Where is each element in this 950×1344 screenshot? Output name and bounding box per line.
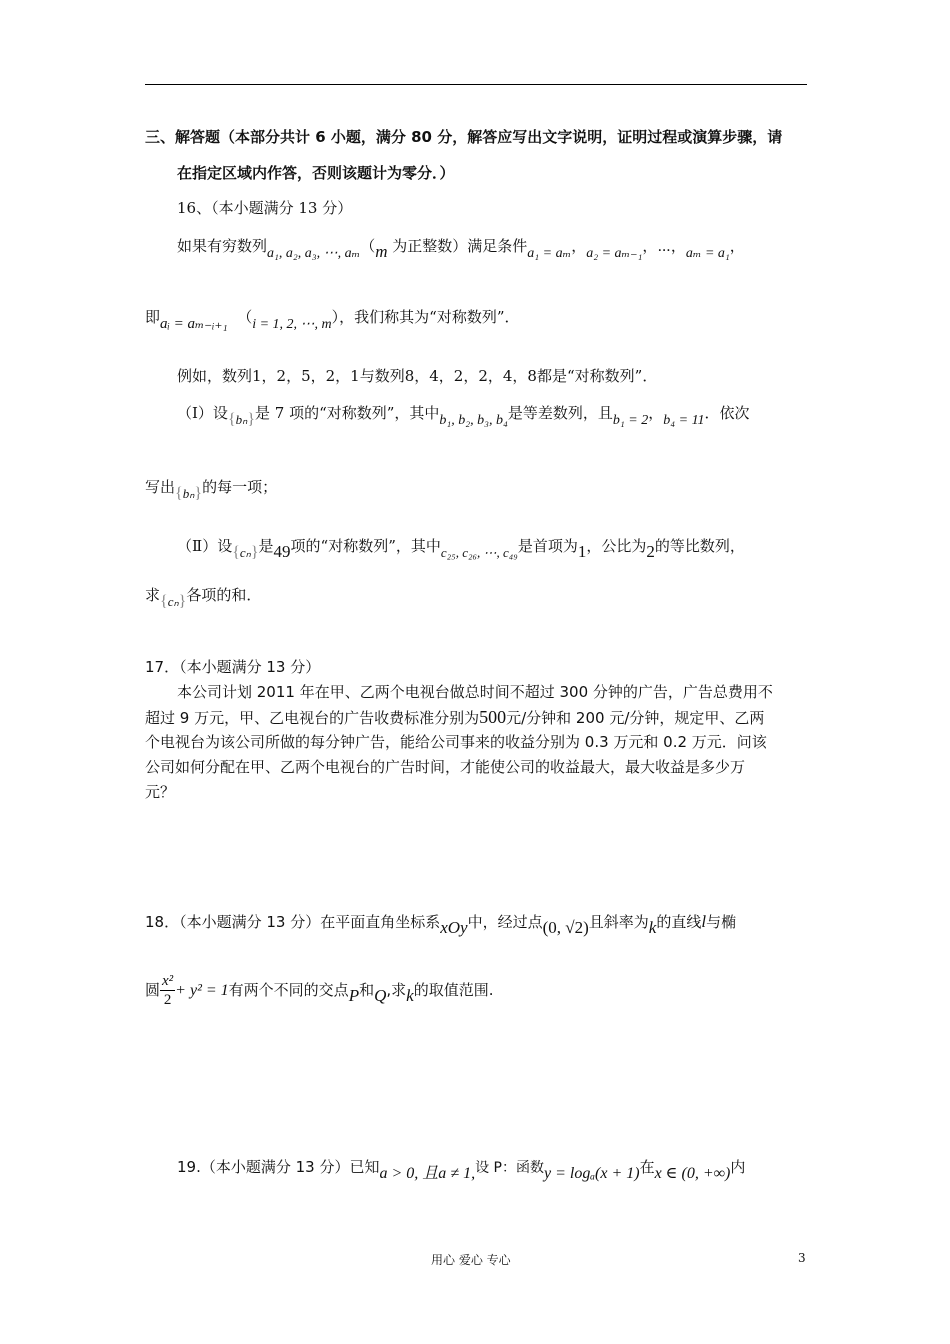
q18-text: 与椭	[706, 913, 737, 931]
q16-part2-label: （Ⅱ）设	[177, 537, 233, 555]
q16-text: 为正整数）满足条件	[387, 237, 528, 255]
q16-text: 如果有穷数列	[177, 237, 268, 255]
q18-text: 有两个不同的交点	[228, 981, 349, 999]
q16-b4: b₄ = 11	[663, 413, 705, 428]
q16-text: 是 7 项的“对称数列”，其中	[255, 404, 440, 422]
q16-ratio: 2	[646, 542, 655, 561]
q17-line3: 个电视台为该公司所做的每分钟广告，能给公司事来的收益分别为 0.3 万元和 0.2 万元．问该	[145, 733, 767, 751]
q16-part2-line1	[177, 536, 745, 561]
q16-text: 项的“对称数列”，其中	[290, 537, 441, 555]
q16-text: 是	[258, 537, 274, 555]
q19-text: 设 P：函数	[475, 1160, 544, 1176]
q18-text: 圆	[145, 981, 161, 999]
q16-text: ．依次	[704, 404, 750, 422]
q16-part1-line1	[177, 403, 750, 428]
q16-part2-line2	[145, 585, 262, 610]
q17-text: 超过 9 万元，甲、乙电视台的广告收费标准分别为	[145, 709, 480, 727]
q16-text: ，	[648, 404, 664, 422]
q19-text: 内	[730, 1158, 746, 1176]
q19-text: 在	[639, 1158, 655, 1176]
q16-text: ，公比为	[586, 537, 647, 555]
q16-text: ，	[571, 237, 587, 255]
page-number: 3	[798, 1251, 806, 1265]
q16-text: 各项的和．	[186, 586, 262, 604]
q16-bn: bₙ	[182, 486, 195, 501]
q16-bn-set: {bₙ}	[175, 485, 203, 502]
q16-cn-set: {cₙ}	[160, 593, 187, 610]
q16-part1-line2	[145, 477, 278, 502]
q16-line1	[177, 236, 745, 261]
q16-text: ，⋯，	[642, 237, 686, 255]
q17-header: 17．（本小题满分 13 分）	[145, 658, 321, 676]
q16-cond3: aₘ = a₁	[685, 246, 730, 261]
q18-text: 中，经过点	[467, 913, 543, 931]
q18-frac-numerator: x²	[162, 973, 174, 989]
q16-text: 求	[145, 586, 161, 604]
q16-cond2: a₂ = aₘ₋₁	[586, 246, 643, 261]
q16-paren: （	[360, 237, 376, 255]
q16-paren: （	[237, 308, 253, 326]
q17-text: 元/分钟和 200 元/分钟，规定甲、乙两	[506, 709, 765, 727]
q17-line4: 公司如何分配在甲、乙两个电视台的广告时间，才能使公司的收益最大，最大收益是多少万	[145, 758, 746, 776]
q16-symmetric-formula: aᵢ = aₘ₋ᵢ₊₁	[160, 316, 228, 332]
q16-text: 即	[145, 308, 161, 326]
q16-line2	[145, 307, 520, 332]
q16-text: ），我们称其为“对称数列”．	[331, 308, 520, 326]
q16-bn-set: {bₙ}	[227, 411, 255, 428]
q16-b-terms: b₁, b₂, b₃, b₄	[439, 413, 508, 428]
q16-sequence: a₁, a₂, a₃, ⋯, aₘ	[267, 246, 361, 261]
q18-k: k	[648, 918, 657, 937]
q16-header: 16、（本小题满分 13 分）	[177, 199, 353, 217]
q16-text: 是等差数列，且	[507, 404, 613, 422]
q18-line-l: l	[701, 912, 707, 931]
q16-part1-label: （Ⅰ）设	[177, 404, 228, 422]
q16-text: 是首项为	[517, 537, 578, 555]
q18-text: 且斜率为	[588, 913, 649, 931]
q16-index-range: i = 1, 2, ⋯, m	[252, 317, 332, 332]
q18-text: 18．（本小题满分 13 分）在平面直角坐标系	[145, 913, 441, 931]
q16-b1: b₁ = 2	[612, 413, 649, 428]
q19-function: y = logₐ(x + 1)	[543, 1165, 640, 1182]
header-rule	[145, 84, 807, 85]
q18-text: 的直线	[656, 913, 702, 931]
q17-line5: 元？	[145, 783, 176, 801]
q19-domain: x ∈ (0, +∞)	[654, 1165, 731, 1182]
section-title-line2: 在指定区域内作答，否则该题计为零分．）	[177, 164, 455, 182]
q16-text: 的等比数列，	[654, 537, 745, 555]
q18-point-P: P	[348, 986, 360, 1005]
q17-line2	[145, 707, 764, 728]
q19-text: 19.（本小题满分 13 分）已知	[177, 1158, 380, 1176]
q18-coordinate-system: xOy	[440, 918, 468, 937]
q16-example: 例如，数列1，2，5，2，1与数列8，4，2，2，4，8都是“对称数列”．	[177, 367, 658, 385]
q18-text: 和	[359, 981, 375, 999]
q18-point: (0, √2)	[542, 918, 589, 937]
q16-bn: bₙ	[235, 412, 248, 427]
q16-c-terms: c₂₅, c₂₆, ⋯, c₄₉	[440, 545, 518, 560]
q18-line2	[145, 970, 493, 1011]
q19-condition: a > 0, 且a ≠ 1,	[379, 1165, 476, 1182]
q16-text: ，	[729, 237, 745, 255]
q18-text: 的取值范围.	[413, 981, 494, 999]
q18-point-Q: Q	[374, 986, 387, 1005]
q16-cond1: a₁ = aₘ	[527, 246, 572, 261]
q16-cn: cₙ	[239, 545, 251, 560]
q18-ellipse-rest: + y² = 1	[175, 982, 229, 999]
q17-line1: 本公司计划 2011 年在甲、乙两个电视台做总时间不超过 300 分钟的广告，广告总费用不	[177, 683, 773, 701]
q16-first-term: 1	[577, 542, 587, 561]
q17-price: 500	[479, 707, 507, 727]
section-title-line1: 三、解答题（本部分共计 6 小题，满分 80 分，解答应写出文字说明，证明过程或演算步骤，请	[145, 128, 783, 146]
q18-k: k	[406, 986, 414, 1005]
q16-m: m	[375, 242, 388, 261]
q16-text: 写出	[145, 478, 176, 496]
q18-frac-denominator: 2	[163, 992, 172, 1008]
footer-motto: 用心 爱心 专心	[431, 1253, 511, 1267]
q18-ellipse-fraction	[160, 972, 175, 1009]
q18-text: ,求	[386, 981, 407, 999]
q16-text: 的每一项；	[202, 478, 278, 496]
q16-cn-set: {cₙ}	[232, 544, 259, 561]
q16-cn: cₙ	[167, 594, 179, 609]
q18-line1	[145, 912, 737, 937]
q19-line1	[177, 1157, 746, 1182]
q16-cn-length: 49	[273, 542, 291, 561]
